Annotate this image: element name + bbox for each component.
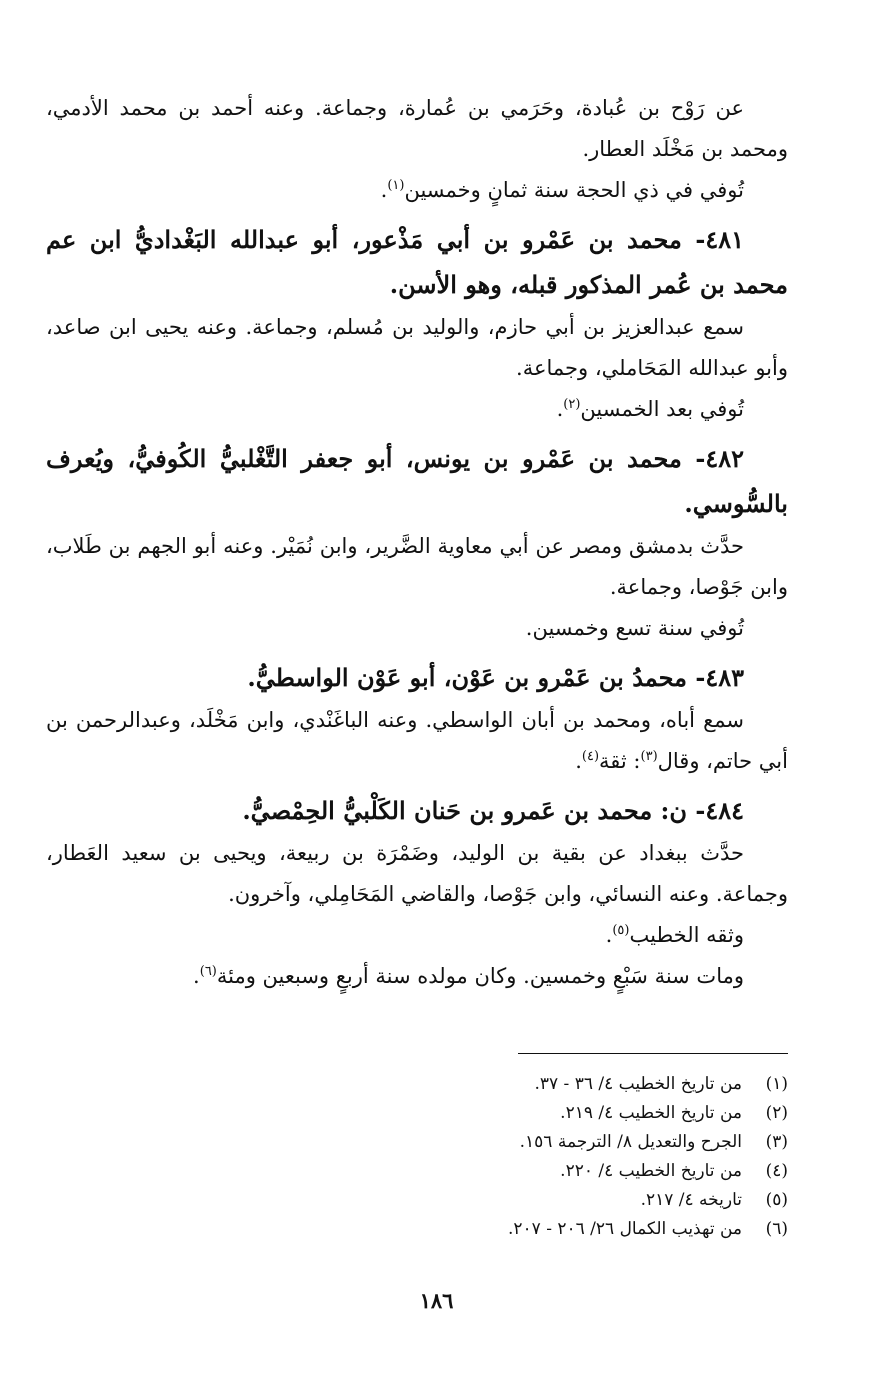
entry-482-death — [46, 608, 788, 649]
entry-484-trust — [46, 915, 788, 956]
footnote-number: (٤) — [765, 1161, 788, 1181]
footnote-text: من تاريخ الخطيب ٤/ ٣٦ - ٣٧. — [534, 1074, 742, 1094]
paragraph-text: حدَّث بدمشق ومصر عن أبي معاوية الضَّرير، وابن نُمَيْر. وعنه أبو الجهم بن طَلاب، وابن جَوْصا، وجماعة. — [46, 534, 788, 599]
paragraph-text: سمع عبدالعزيز بن أبي حازم، والوليد بن مُسلم، وجماعة. وعنه يحيى ابن صاعد، وأبو عبدالله المَحَاملي، وجماعة. — [46, 315, 788, 380]
entry-484-heading — [46, 788, 788, 833]
entry-481-heading — [46, 217, 788, 307]
footnote-ref: (١) — [387, 178, 405, 193]
heading-text: ٤٨٣- محمدُ بن عَمْرو بن عَوْن، أبو عَوْن الواسطيُّ. — [247, 663, 744, 692]
footnote-number: (٥) — [765, 1190, 788, 1210]
heading-text: ٤٨١- محمد بن عَمْرو بن أبي مَذْعور، أبو عبدالله البَغْداديُّ ابن عم محمد بن عُمر المذكور قبله، وهو الأسن. — [46, 225, 788, 299]
footnotes — [46, 1070, 788, 1244]
entry-482-heading — [46, 436, 788, 526]
paragraph-text: حدَّث ببغداد عن بقية بن الوليد، وضَمْرَة بن ربيعة، ويحيى بن سعيد العَطار، وجماعة. وعنه النسائي، وابن جَوْصا، والقاضي المَحَامِلي، وآخرون. — [46, 841, 788, 906]
paragraph-text: وثقه الخطيب — [629, 923, 744, 947]
entry-481-text — [46, 307, 788, 389]
punctuation: . — [193, 964, 200, 988]
footnote-divider — [518, 1053, 788, 1054]
footnote-ref: (٦) — [199, 964, 217, 979]
paragraph-text: تُوفي في ذي الحجة سنة ثمانٍ وخمسين — [404, 178, 744, 202]
paragraph-text: تُوفي سنة تسع وخمسين. — [525, 616, 744, 640]
footnote-text: الجرح والتعديل ٨/ الترجمة ١٥٦. — [519, 1132, 742, 1152]
heading-text: ٤٨٢- محمد بن عَمْرو بن يونس، أبو جعفر التَّغْلبيُّ الكُوفيُّ، ويُعرف بالسُّوسي. — [46, 444, 788, 518]
footnote-ref: (٣) — [640, 749, 658, 764]
footnote-item — [46, 1157, 788, 1186]
footnote-ref: (٥) — [612, 923, 630, 938]
footnote-item — [46, 1070, 788, 1099]
entry-480-text — [46, 88, 788, 170]
page-number: ١٨٦ — [419, 1288, 454, 1313]
punctuation: . — [556, 397, 564, 421]
main-text — [46, 88, 788, 997]
entry-484-text — [46, 833, 788, 915]
heading-text: ٤٨٤- ن: محمد بن عَمرو بن حَنان الكَلْبيُّ الحِمْصيُّ. — [242, 796, 744, 825]
footnote-item — [46, 1099, 788, 1128]
footnote-number: (٣) — [765, 1132, 788, 1152]
footnote-text: من تاريخ الخطيب ٤/ ٢٢٠. — [560, 1161, 742, 1181]
entry-483-text — [46, 700, 788, 782]
footnote-text: تاريخه ٤/ ٢١٧. — [640, 1190, 742, 1210]
footnote-item — [46, 1186, 788, 1215]
entry-480-death — [46, 170, 788, 211]
entry-481-death — [46, 389, 788, 430]
paragraph-text: تُوفي بعد الخمسين — [580, 397, 744, 421]
entry-482-text — [46, 526, 788, 608]
footnote-text: من تاريخ الخطيب ٤/ ٢١٩. — [560, 1103, 742, 1123]
footnote-item — [46, 1215, 788, 1244]
footnote-number: (١) — [765, 1074, 788, 1094]
footnote-text: من تهذيب الكمال ٢٦/ ٢٠٦ - ٢٠٧. — [507, 1219, 742, 1239]
paragraph-text: ومات سنة سَبْعٍ وخمسين. وكان مولده سنة أربعٍ وسبعين ومئة — [216, 964, 744, 988]
punctuation: . — [605, 923, 613, 947]
footnote-number: (٢) — [765, 1103, 788, 1123]
paragraph-text: سمع أباه، ومحمد بن أبان الواسطي. وعنه الباغَنْدي، وابن مَخْلَد، وعبدالرحمن بن أبي حاتم، وقال — [46, 708, 788, 773]
entry-483-heading — [46, 655, 788, 700]
paragraph-text: : ثقة — [599, 749, 641, 773]
footnote-ref: (٤) — [581, 749, 600, 764]
footnote-number: (٦) — [765, 1219, 788, 1239]
footnote-ref: (٢) — [563, 397, 581, 412]
entry-484-death — [46, 956, 788, 997]
footnote-item — [46, 1128, 788, 1157]
punctuation: . — [380, 178, 388, 202]
punctuation: . — [575, 749, 582, 773]
paragraph-text: عن رَوْح بن عُبادة، وحَرَمي بن عُمارة، وجماعة. وعنه أحمد بن محمد الأدمي، ومحمد بن مَخْلَد العطار. — [46, 96, 788, 161]
